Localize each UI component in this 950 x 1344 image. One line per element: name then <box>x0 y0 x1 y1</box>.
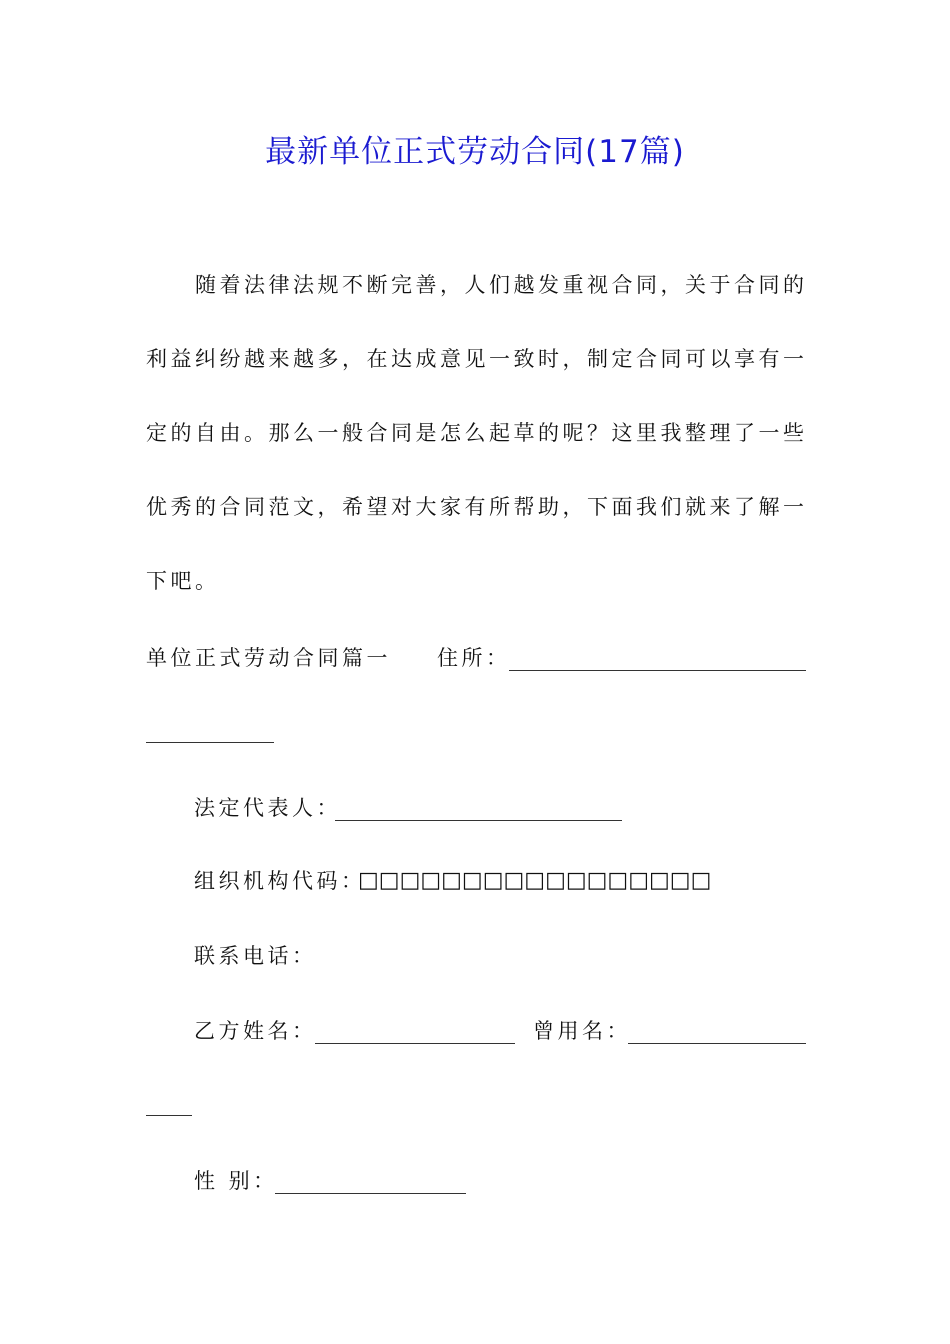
intro-line: 利益纠纷越来越多，在达成意见一致时，制定合同可以享有一 <box>146 347 808 371</box>
intro-line: 优秀的合同范文，希望对大家有所帮助，下面我们就来了解一 <box>146 495 808 519</box>
address-blank <box>509 670 806 671</box>
legal-rep-label: 法定代表人： <box>194 796 341 820</box>
address-blank-continued <box>146 742 274 743</box>
intro-line: 定的自由。那么一般合同是怎么起草的呢？这里我整理了一些 <box>146 421 808 445</box>
intro-line: 随着法律法规不断完善，人们越发重视合同，关于合同的 <box>195 273 808 297</box>
gender-label: 性 别： <box>194 1169 278 1193</box>
former-name-label: 曾用名： <box>533 1019 631 1043</box>
document-title: 最新单位正式劳动合同(17篇) <box>265 134 685 170</box>
org-code-label: 组织机构代码： <box>194 869 366 893</box>
former-name-blank <box>628 1043 806 1044</box>
gender-blank <box>275 1193 466 1194</box>
partyb-name-blank <box>315 1043 515 1044</box>
intro-line: 下吧。 <box>146 569 220 593</box>
partyb-name-label: 乙方姓名： <box>194 1019 317 1043</box>
legal-rep-blank <box>335 820 622 821</box>
address-label: 住所： <box>437 646 511 670</box>
org-code-boxes: □□□□□□□□□□□□□□□□□ <box>358 868 712 893</box>
phone-label: 联系电话： <box>194 944 317 968</box>
former-name-blank-continued <box>146 1115 192 1116</box>
section-heading: 单位正式劳动合同篇一 <box>146 646 391 670</box>
